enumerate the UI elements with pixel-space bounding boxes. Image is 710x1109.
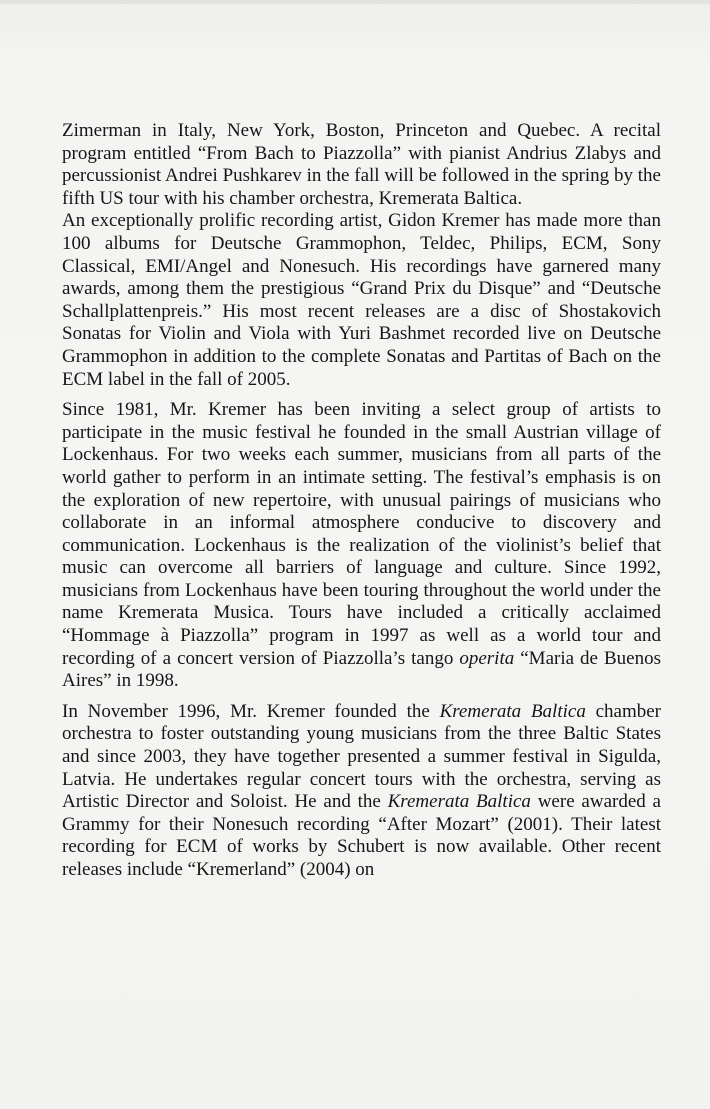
paragraph-4-text-a: In November 1996, Mr. Kremer founded the <box>62 700 440 722</box>
paragraph-lockenhaus <box>62 399 661 693</box>
page-top-edge <box>0 0 710 4</box>
paragraph-recordings <box>62 210 661 391</box>
paragraph-4-text-b: chamber orchestra to foster outstanding young musicians from the three Baltic States and since 2003, they have together presented a summer festival in Sigulda, Latvia. He undertakes regular concert tours with the orchestra, serving as Artistic Director and Soloist. He and the <box>62 700 662 813</box>
paragraph-4-italic-kremerata-2: Kremerata Baltica <box>387 791 531 813</box>
biography-text <box>62 120 661 882</box>
paragraph-4-italic-kremerata-1: Kremerata Baltica <box>439 700 586 722</box>
paragraph-3-text-a: Since 1981, Mr. Kremer has been inviting a select group of artists to participate in the music festival he founded in the small Austrian village of Lockenhaus. For two weeks each summer, musicians from all parts of the world gather to perform in an intimate setting. The festival’s emphasis is on the exploration of new repertoire, with unusual pairings of musicians who collaborate in an informal atmosphere conducive to discovery and communication. Lockenhaus is the realization of the violinist’s belief that music can overcome all barriers of language and culture. Since 1992, musicians from Lockenhaus have been touring throughout the world under the name Kremerata Musica. Tours have included a critically acclaimed “Hommage à Piazzolla” program in 1997 as well as a world tour and recording of a concert version of Piazzolla’s tango <box>62 399 661 669</box>
paragraph-kremerata <box>62 701 661 882</box>
paragraph-2-text: An exceptionally prolific recording artist, Gidon Kremer has made more than 100 albums for Deutsche Grammophon, Teldec, Philips, ECM, Sony Classical, EMI/Angel and Nonesuch. His recordings have garnered many awards, among them the prestigious “Grand Prix du Disque” and “Deutsche Schallplattenpreis.” His most recent releases are a disc of Shostakovich Sonatas for Violin and Viola with Yuri Bashmet recorded live on Deutsche Grammophon in addition to the complete Sonatas and Partitas of Bach on the ECM label in the fall of 2005. <box>62 210 661 390</box>
paragraph-1-text: Zimerman in Italy, New York, Boston, Princeton and Quebec. A recital program entitled “From Bach to Piazzolla” with pianist Andrius Zlabys and percussionist Andrei Pushkarev in the fall will be followed in the spring by the fifth US tour with his chamber orchestra, Kremerata Baltica. <box>62 120 661 209</box>
paragraph-3-italic-operita: operita <box>459 647 515 669</box>
paragraph-3-text-b: “Maria de Buenos Aires” in 1998. <box>62 647 662 692</box>
paragraph-recital <box>62 120 661 210</box>
paragraph-4-text-c: were awarded a Grammy for their Nonesuch recording “After Mozart” (2001). Their latest recording for ECM of works by Schubert is now available. Other recent releases include “Kremerland” (2004) on <box>62 791 661 880</box>
